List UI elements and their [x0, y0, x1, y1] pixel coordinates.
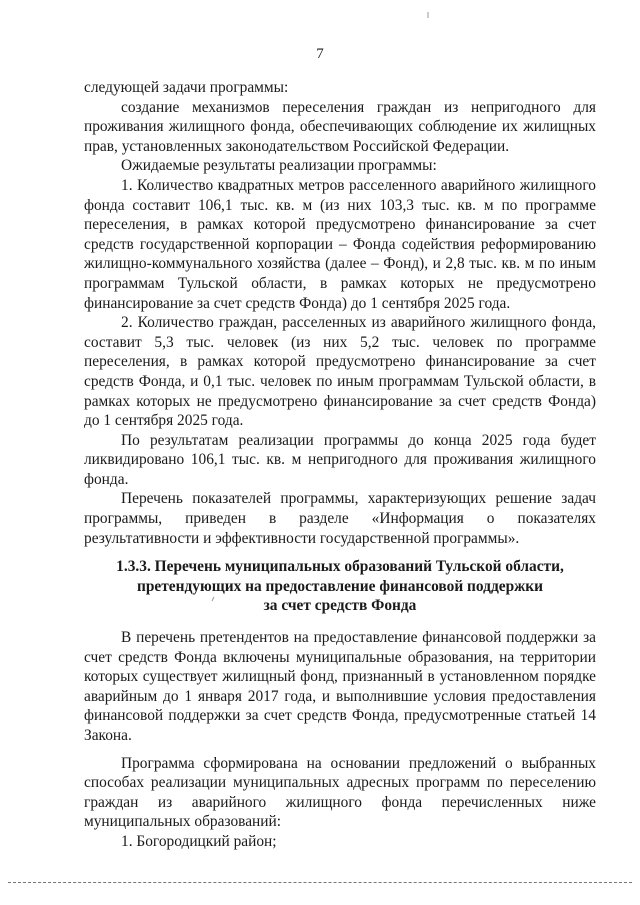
page-number: 7 — [316, 46, 324, 62]
paragraph-applicants: В перечень претендентов на предоставление финансовой поддержки за счет средств Фонда включены муниципальные образования, на территории которых существует жилищный фонд, признанный в установленном порядке аварийным до 1 января 2017 года, и выполнившие условия предоставления финансовой поддержки за счет средств Фонда, предусмотренные статьей 14 Закона. — [84, 629, 596, 744]
paragraph-expected-results: Ожидаемые результаты реализации программы: — [121, 157, 437, 175]
section-heading-line-3: за счет средств Фонда — [263, 597, 417, 615]
list-item-1: 1. Богородицкий район; — [121, 832, 277, 850]
paragraph-liquidation: По результатам реализации программы до конца 2025 года будет ликвидировано 106,1 тыс. кв. м непригодного для проживания жилищного фонда. — [84, 431, 596, 488]
paragraph-result-1: 1. Количество квадратных метров расселенного аварийного жилищного фонда составит 106,1 тыс. кв. м (из них 103,3 тыс. кв. м по программе переселения, в рамках которой предусмотрено финансирование за счет средств государственной корпорации – Фонда содействия реформированию жилищно-коммунального хозяйства (далее – Фонд), и 2,8 тыс. кв. м по иным программам Тульской области, в рамках которых не предусмотрено финансирование за счет средств Фонда) до 1 сентября 2025 года. — [84, 176, 596, 312]
paragraph-continuation: следующей задачи программы: — [84, 79, 289, 96]
section-heading-line-2: претендующих на предоставление финансовой поддержки — [136, 577, 544, 595]
paragraph-indicators: Перечень показателей программы, характеризующих решение задач программы, приведен в разделе «Информация о показателях результативности и эффективности государственной программы». — [84, 490, 596, 547]
paragraph-task: создание механизмов переселения граждан из непригодного для проживания жилищного фонда, обеспечивающих соблюдение их жилищных прав, установленных законодательством Российской Федерации. — [84, 98, 596, 155]
paragraph-program-basis: Программа сформирована на основании предложений о выбранных способах реализации муниципальных адресных программ по переселению граждан из аварийного жилищного фонда перечисленных ниже муниципальных образований: — [84, 754, 596, 831]
paragraph-result-2: 2. Количество граждан, расселенных из аварийного жилищного фонда, составит 5,3 тыс. человек (из них 5,2 тыс. человек по программе переселения, в рамках которой предусмотрено финансирование за счет средств Фонда, и 0,1 тыс. человек по иным программам Тульской области, в рамках которых не предусмотрено финансирование за счет средств Фонда) до 1 сентября 2025 года. — [84, 314, 596, 430]
section-heading-line-1: 1.3.3. Перечень муниципальных образований Тульской области, — [116, 558, 564, 575]
